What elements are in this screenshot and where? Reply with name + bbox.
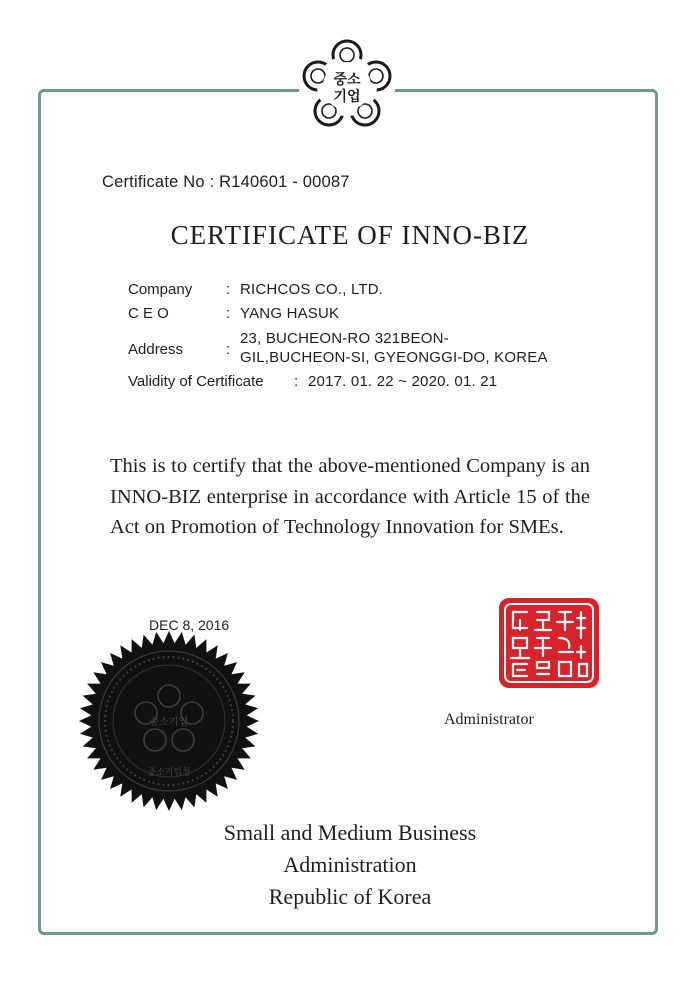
stamp-text: 중소기업청장인: [545, 687, 553, 688]
embossed-seal: [78, 630, 260, 812]
issue-date: DEC 8, 2016: [149, 617, 230, 633]
ceo-colon: :: [226, 305, 231, 322]
company-colon: :: [226, 281, 231, 298]
company-value: RICHCOS CO., LTD.: [240, 281, 384, 298]
validity-colon: :: [294, 373, 299, 390]
official-red-stamp: [497, 596, 601, 690]
company-label: Company: [128, 281, 193, 298]
validity-value: 2017. 01. 22 ~ 2020. 01. 21: [308, 373, 498, 390]
sme-emblem-logo: [299, 39, 395, 133]
address-colon: :: [226, 341, 231, 358]
certificate-title: CERTIFICATE OF INNO-BIZ: [170, 220, 530, 250]
issuing-authority: [0, 817, 700, 913]
certification-statement: This is to certify that the above-mentioned Company is an INNO-BIZ enterprise in accordance with Article 15 of the Act on Promotion of Technology Innovation for SMEs.: [110, 455, 590, 538]
seal-ring-text: 중소기업청: [147, 768, 191, 778]
certificate-number: Certificate No : R140601 - 00087: [102, 173, 350, 191]
issuer-line-3: Republic of Korea: [268, 884, 432, 909]
address-line-2: GIL,BUCHEON-SI, GYEONGGI-DO, KOREA: [240, 349, 548, 366]
emblem-text-top: 중소: [333, 72, 361, 88]
address-line-1: 23, BUCHEON-RO 321BEON-: [240, 330, 449, 347]
address-label: Address: [128, 341, 184, 358]
address-value: [240, 329, 548, 367]
signatory-title: Administrator: [444, 711, 534, 728]
ceo-label: C E O: [128, 305, 169, 322]
seal-emblem-text: 중소기업: [149, 717, 189, 728]
ceo-value: YANG HASUK: [240, 305, 340, 322]
emblem-text-bottom: 기업: [333, 89, 361, 105]
issuer-line-1: Small and Medium Business: [223, 820, 477, 845]
validity-label: Validity of Certificate: [128, 373, 264, 390]
issuer-line-2: Administration: [283, 852, 417, 877]
